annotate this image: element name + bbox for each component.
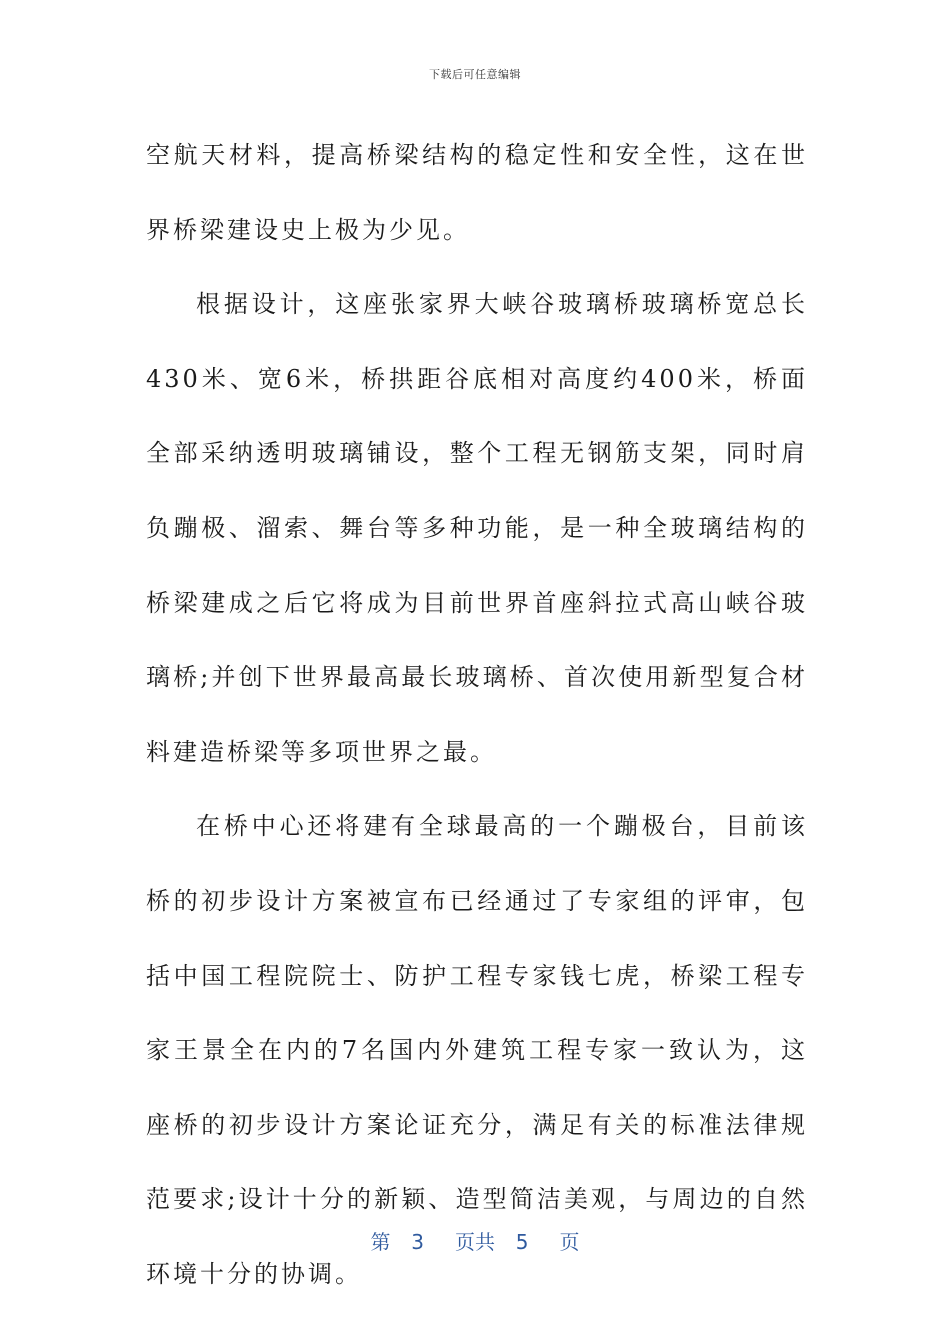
page-footer: [0, 1226, 950, 1255]
header-note: 下载后可任意编辑: [429, 68, 521, 81]
page-number: 第 3 页共 5 页: [370, 1230, 580, 1254]
paragraph-2: 根据设计，这座张家界大峡谷玻璃桥玻璃桥宽总长430米、宽6米，桥拱距谷底相对高度约400米，桥面全部采纳透明玻璃铺设，整个工程无钢筋支架，同时肩负蹦极、溜索、舞台等多种功能，是一种全玻璃结构的桥梁建成之后它将成为目前世界首座斜拉式高山峡谷玻璃桥;并创下世界最高最长玻璃桥、首次使用新型复合材料建造桥梁等多项世界之最。: [146, 290, 808, 766]
document-body: [146, 118, 808, 1312]
paragraph-3: 在桥中心还将建有全球最高的一个蹦极台，目前该桥的初步设计方案被宣布已经通过了专家组的评审，包括中国工程院院士、防护工程专家钱七虎，桥梁工程专家王景全在内的7名国内外建筑工程专家一致认为，这座桥的初步设计方案论证充分，满足有关的标准法律规范要求;设计十分的新颖、造型简洁美观，与周边的自然环境十分的协调。: [146, 812, 808, 1288]
paragraph-1: 空航天材料，提高桥梁结构的稳定性和安全性，这在世界桥梁建设史上极为少见。: [146, 141, 808, 244]
